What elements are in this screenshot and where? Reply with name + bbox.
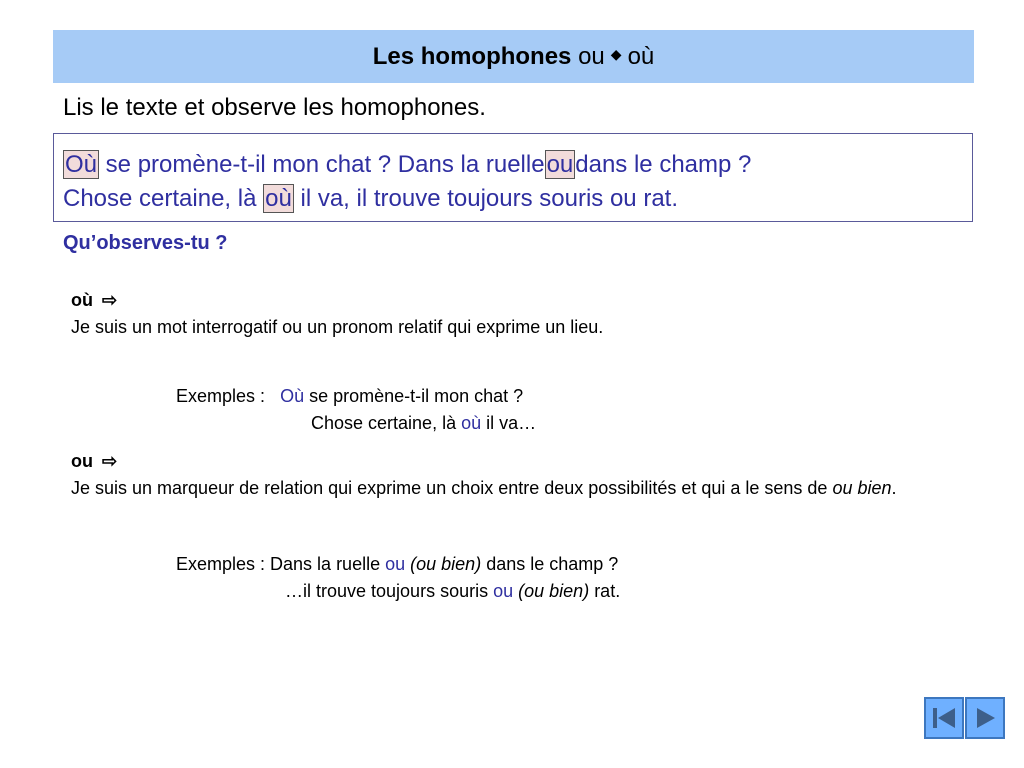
highlight-ou: ou (546, 151, 574, 178)
reading-text-segment: se promène-t-il mon chat ? Dans la ruelle (99, 151, 545, 178)
highlight-ou-accent-2: où (265, 185, 292, 212)
reading-text-segment: Chose certaine, là (63, 185, 257, 212)
example-line (285, 581, 620, 602)
example-keyword: où (461, 413, 482, 433)
diamond-icon: ◆ (610, 46, 622, 62)
first-slide-button[interactable] (924, 697, 964, 739)
arrow-right-icon: ⇨ (102, 451, 118, 471)
example-text: Exemples : Dans la ruelle (176, 554, 386, 574)
reading-text-box (53, 133, 973, 222)
example-keyword: ou (493, 581, 514, 601)
title-bar (53, 30, 974, 83)
skip-back-icon (929, 703, 959, 733)
next-slide-button[interactable] (965, 697, 1005, 739)
arrow-right-icon: ⇨ (102, 290, 118, 310)
section-ou-text (71, 474, 931, 502)
instruction-text: Lis le texte et observe les homophones. (63, 94, 486, 121)
reading-text-segment: il va, il trouve toujours souris ou rat. (300, 185, 678, 212)
definition-italic: ou bien (832, 478, 892, 498)
definition-text: . (891, 478, 897, 498)
example-text: rat. (589, 581, 621, 601)
example-text: Chose certaine, là (311, 413, 462, 433)
example-line (176, 554, 618, 575)
question-heading: Qu’observes-tu ? (63, 232, 228, 254)
example-keyword: Où (280, 386, 305, 406)
example-italic: (ou bien) (518, 581, 590, 601)
definition-text: Je suis un marqueur de relation qui exprime un choix entre deux possibilités et qui a le sens de (71, 478, 833, 498)
example-line (176, 386, 523, 407)
title-word-ou-accent: où (627, 42, 655, 70)
example-text: dans le champ ? (481, 554, 619, 574)
play-next-icon (970, 703, 1000, 733)
example-italic: (ou bien) (410, 554, 482, 574)
section-ou-heading (71, 451, 117, 472)
reading-line-2 (63, 182, 972, 216)
title-text: Les homophones (372, 42, 572, 70)
example-text: se promène-t-il mon chat ? (304, 386, 524, 406)
examples-label: Exemples : (176, 386, 266, 406)
highlight-ou-accent-1: Où (65, 151, 98, 178)
example-text: il va… (481, 413, 537, 433)
section-ou-accent-text: Je suis un mot interrogatif ou un pronom relatif qui exprime un lieu. (71, 317, 604, 337)
section-heading-word: ou (71, 451, 93, 471)
title-word-ou: ou (578, 42, 605, 70)
example-text: …il trouve toujours souris (285, 581, 494, 601)
section-heading-word: où (71, 290, 93, 310)
section-ou-accent-heading (71, 290, 117, 311)
example-line (311, 413, 536, 434)
example-keyword: ou (385, 554, 406, 574)
reading-line-1 (63, 148, 972, 182)
reading-text-segment: dans le champ ? (575, 151, 752, 178)
